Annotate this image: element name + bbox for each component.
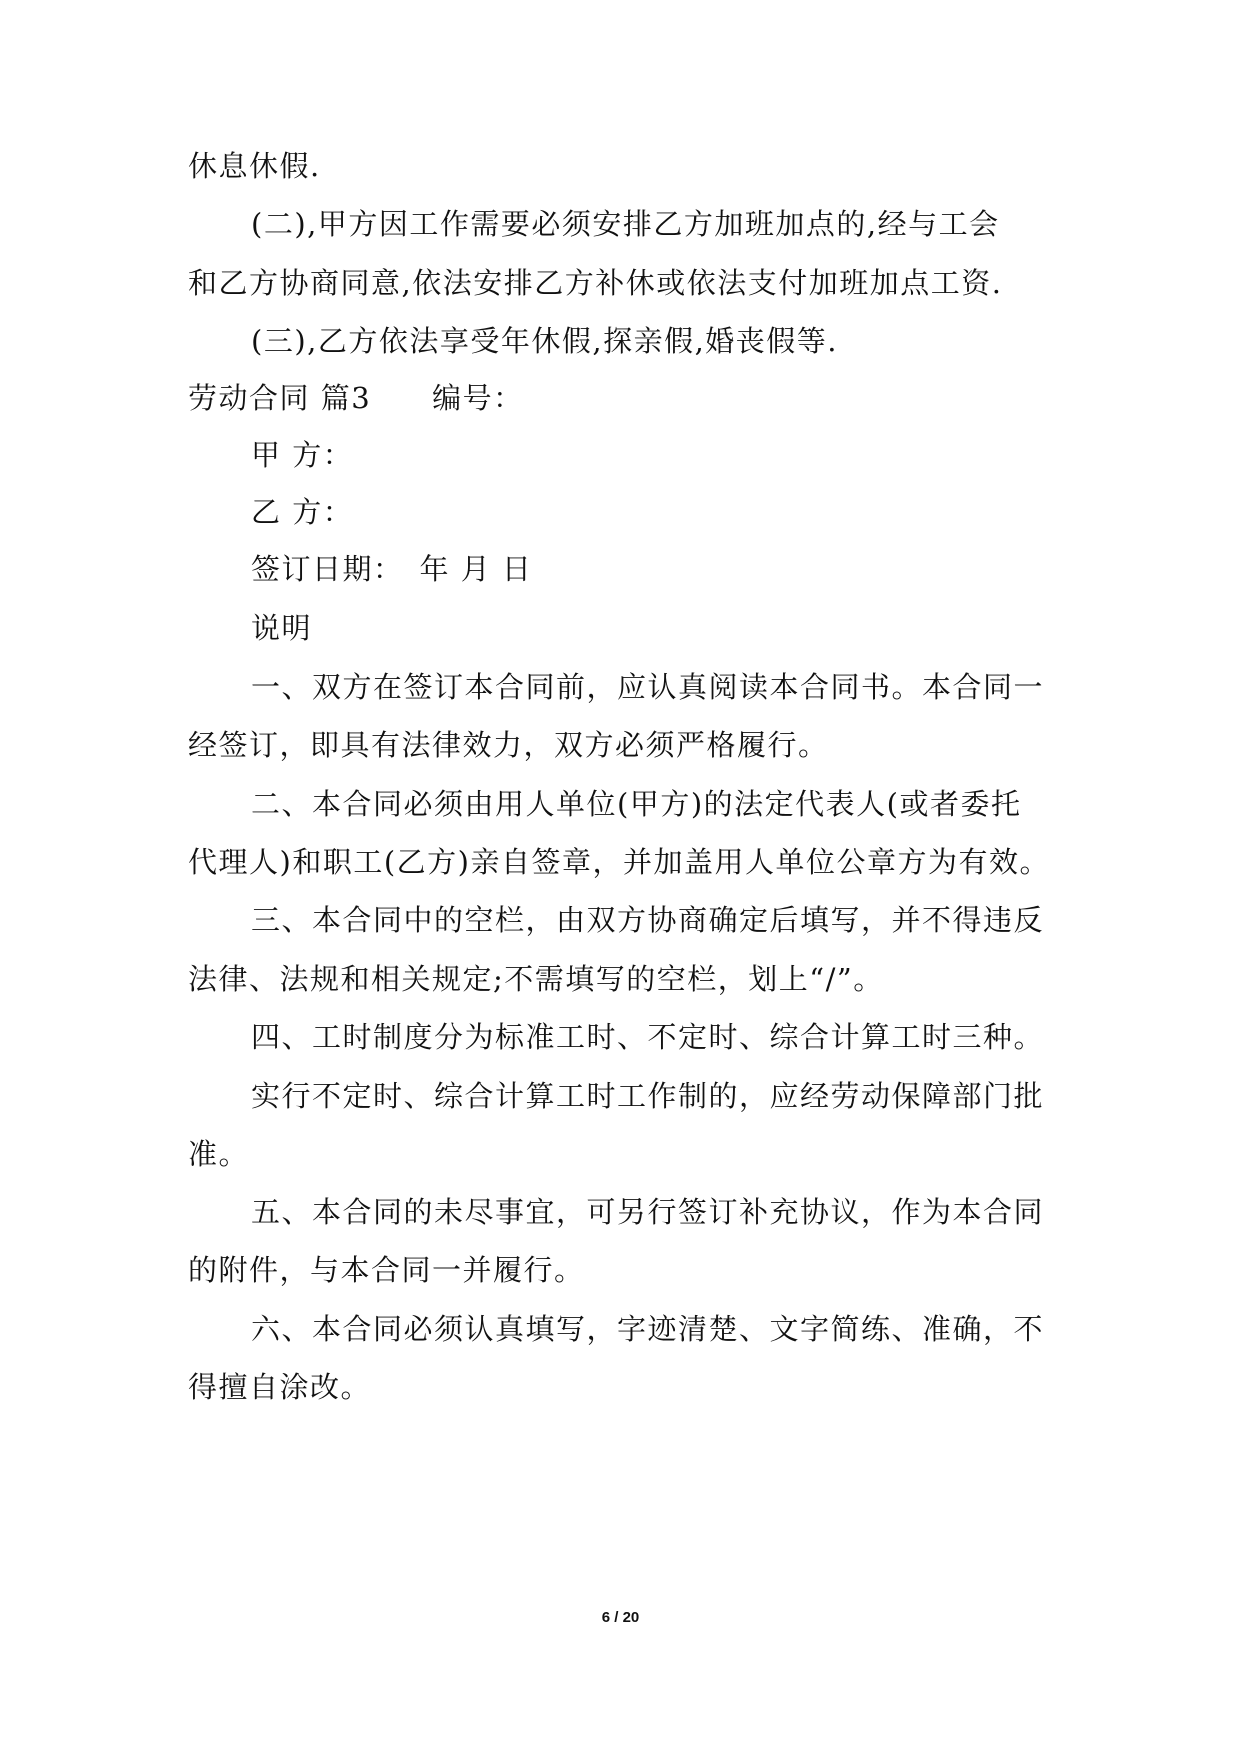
party-b-label: 乙 方： — [251, 495, 354, 529]
paragraph-line: 得擅自涂改。 — [188, 1370, 372, 1404]
notes-heading: 说明 — [251, 611, 313, 645]
paragraph-line: 六、本合同必须认真填写，字迹清楚、文字简练、准确，不 — [251, 1312, 1045, 1346]
paragraph-line: 五、本合同的未尽事宜，可另行签订补充协议，作为本合同 — [251, 1195, 1045, 1229]
paragraph-line: 的附件，与本合同一并履行。 — [188, 1253, 585, 1287]
sign-date-label: 签订日期： 年 月 日 — [251, 552, 533, 586]
paragraph-line: 四、工时制度分为标准工时、不定时、综合计算工时三种。 — [251, 1020, 1045, 1054]
paragraph-line: 和乙方协商同意,依法安排乙方补休或依法支付加班加点工资. — [188, 266, 1003, 300]
paragraph-line: 二、本合同必须由用人单位(甲方)的法定代表人(或者委托 — [251, 787, 1022, 821]
section-heading: 劳动合同 篇3 编号： — [188, 381, 524, 415]
page-number: 6 / 20 — [601, 1609, 640, 1626]
party-a-label: 甲 方： — [251, 438, 354, 472]
paragraph-line: (二),甲方因工作需要必须安排乙方加班加点的,经与工会 — [251, 207, 1000, 241]
paragraph-line: 三、本合同中的空栏，由双方协商确定后填写，并不得违反 — [251, 903, 1045, 937]
paragraph-line: 代理人)和职工(乙方)亲自签章，并加盖用人单位公章方为有效。 — [188, 845, 1050, 879]
paragraph-line: 法律、法规和相关规定;不需填写的空栏，划上“/”。 — [188, 962, 884, 996]
paragraph-line: 实行不定时、综合计算工时工作制的，应经劳动保障部门批 — [251, 1079, 1045, 1113]
paragraph-line: 准。 — [188, 1137, 250, 1171]
paragraph-line: 经签订，即具有法律效力，双方必须严格履行。 — [188, 728, 829, 762]
paragraph-line: 一、双方在签订本合同前，应认真阅读本合同书。本合同一 — [251, 670, 1045, 704]
paragraph-line: (三),乙方依法享受年休假,探亲假,婚丧假等. — [251, 324, 839, 358]
paragraph-line: 休息休假. — [188, 149, 321, 183]
